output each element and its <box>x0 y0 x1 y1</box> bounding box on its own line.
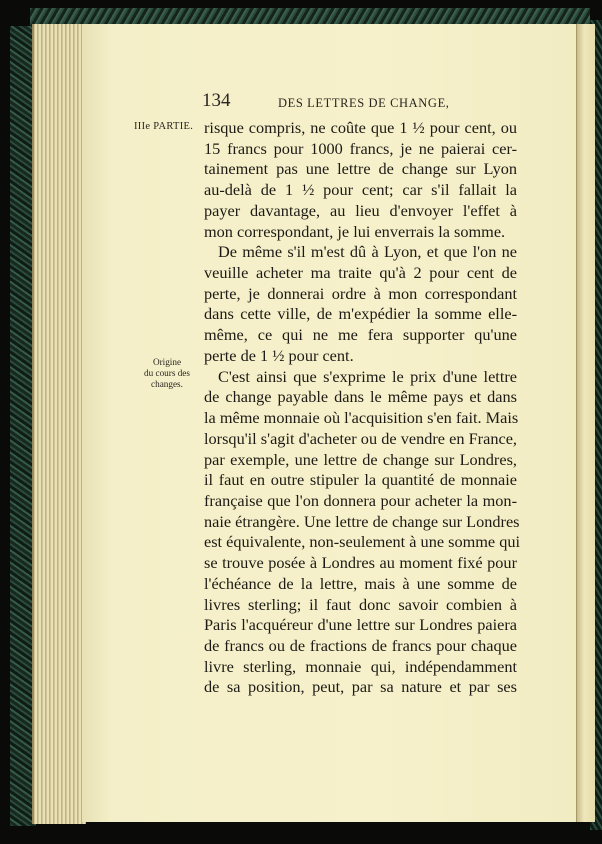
body-line: il faut en outre stipuler la quantité de monnaie <box>204 470 517 490</box>
part-label: IIIe PARTIE. <box>134 121 194 132</box>
body-line: dans cette ville, de m'expédier la somme elle- <box>204 304 517 324</box>
body-line: payer davantage, au lieu d'envoyer l'effet à <box>204 200 517 220</box>
body-line: Paris l'acquéreur d'une lettre sur Londres paiera <box>204 615 517 635</box>
body-line: de change payable dans le même pays et dans <box>204 387 517 407</box>
running-title: DES LETTRES DE CHANGE, <box>278 96 450 110</box>
body-line: perte, je donnerai ordre à mon correspondant <box>204 283 517 303</box>
page-header <box>198 92 518 116</box>
body-line: lorsqu'il s'agit d'acheter ou de vendre en France, <box>204 428 517 448</box>
body-line: la même monnaie où l'acquisition s'en fait. Mais <box>204 408 519 428</box>
body-line: tainement pas une lettre de change sur Lyon <box>204 159 517 179</box>
body-line: naie étrangère. Une lettre de change sur Londres <box>204 511 520 531</box>
body-line: De même s'il m'est dû à Lyon, et que l'on ne <box>218 242 517 262</box>
body-line: 15 francs pour 1000 francs, je ne paierai cer- <box>204 138 517 158</box>
body-line: française que l'on donnera pour acheter la mon- <box>204 490 517 510</box>
margin-note-line: changes. <box>151 379 183 389</box>
body-line: de francs ou de fractions de francs pour chaque <box>204 636 517 655</box>
body-line: même, ce qui ne me fera supporter qu'une <box>204 325 517 345</box>
body-line: mon correspondant, je lui enverrais la somme. <box>204 221 506 241</box>
body-line: C'est ainsi que s'exprime le prix d'une lettre <box>218 366 517 386</box>
facing-page-edge <box>576 24 595 822</box>
page-number: 134 <box>202 90 231 111</box>
body-line: livres sterling; il faut donc savoir combien à <box>204 594 517 614</box>
page-edges <box>32 24 86 824</box>
body-line: perte de 1 ½ pour cent. <box>204 345 354 365</box>
body-line: livre sterling, monnaie qui, indépendamment <box>204 656 517 676</box>
body-line: l'échéance de la lettre, mais à une somme de <box>204 573 517 593</box>
body-line: par exemple, une lettre de change sur Londres, <box>204 449 517 469</box>
body-line: est équivalente, non-seulement à une somme qui <box>204 532 521 552</box>
margin-note-line: du cours des <box>144 368 190 378</box>
body-line: au-delà de 1 ½ pour cent; car s'il fallait la <box>204 180 517 200</box>
margin-note-line: Origine <box>152 357 182 367</box>
body-line: se trouve posée à Londres au moment fixé pour <box>204 553 517 573</box>
margin-note <box>135 357 199 390</box>
body-line: risque compris, ne coûte que 1 ½ pour cent, ou <box>204 118 517 137</box>
body-line: veuille acheter ma traite qu'à 2 pour cent de <box>204 263 517 283</box>
body-line: de sa position, peut, par sa nature et par ses <box>204 677 517 697</box>
